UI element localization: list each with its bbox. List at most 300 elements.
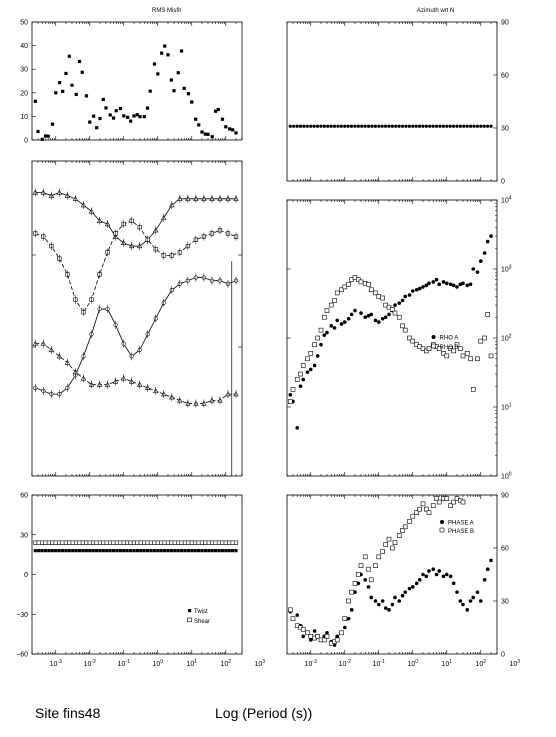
rho-b-point (401, 324, 405, 328)
phase-b-point (335, 638, 339, 642)
azimuth-point (309, 125, 312, 128)
rho-b-point (335, 291, 339, 295)
rho-a-point (374, 319, 378, 323)
shear-point (136, 541, 140, 545)
twist-point (58, 549, 61, 552)
azimuth-point (387, 125, 390, 128)
rms-point (102, 98, 105, 101)
azimuth-point (425, 125, 428, 128)
twist-point (221, 549, 224, 552)
twist-point (228, 549, 231, 552)
phase-b-point (397, 534, 401, 538)
twist-point (139, 549, 142, 552)
azimuth-point (462, 125, 465, 128)
rms-point (119, 107, 122, 110)
twist-point (204, 549, 207, 552)
rho-a-point (325, 331, 329, 335)
shear-point (102, 541, 106, 545)
rms-point (36, 130, 39, 133)
phase-legend-label-a: PHASE A (448, 520, 474, 527)
shear-point (64, 541, 68, 545)
tensor-line (35, 278, 236, 395)
shear-point (132, 541, 136, 545)
azimuth-panel (287, 22, 497, 181)
twist-point (160, 549, 163, 552)
twist-shear-y-tick-label: 60 (20, 492, 28, 500)
azimuth-point (455, 125, 458, 128)
shear-point (85, 541, 89, 545)
azimuth-point (404, 125, 407, 128)
twist-point (207, 549, 210, 552)
rho-b-point (325, 309, 329, 313)
rho-a-point (329, 324, 333, 328)
rho-a-point (445, 282, 449, 286)
phase-b-point (350, 590, 354, 594)
rho-a-point (486, 240, 490, 244)
phase-a-point (486, 567, 490, 571)
x-tick-label: $10^1$ (441, 659, 453, 668)
rms-point (81, 71, 84, 74)
shear-point (112, 541, 116, 545)
shear-point (231, 541, 235, 545)
phase-y-tick-label: 90 (501, 492, 509, 500)
phase-a-point (377, 603, 381, 607)
phase-b-point (393, 541, 397, 545)
shear-point (227, 541, 231, 545)
azimuth-point (476, 125, 479, 128)
rho-b-point (305, 357, 309, 361)
rho-b-point (299, 372, 303, 376)
twist-shear-y-tick-label: 0 (24, 572, 28, 579)
azimuth-point (313, 125, 316, 128)
azimuth-point (438, 125, 441, 128)
twist-point (119, 549, 122, 552)
rms-point (126, 116, 129, 119)
shear-point (54, 541, 58, 545)
rho-legend-marker-a (432, 335, 436, 339)
rho-a-point (421, 285, 425, 289)
phase-a-point (476, 590, 480, 594)
shear-point (173, 541, 177, 545)
twist-point (187, 549, 190, 552)
azimuth-point (435, 125, 438, 128)
rho-a-point (343, 320, 347, 324)
rho-a-point (408, 293, 412, 297)
rho-b-point (393, 311, 397, 315)
twist-point (149, 549, 152, 552)
phase-a-point (411, 585, 415, 589)
rho-b-point (458, 347, 462, 351)
rho-a-point (322, 333, 326, 337)
rho-b-point (489, 354, 493, 358)
rho-a-point (381, 317, 385, 321)
twist-point (37, 549, 40, 552)
azimuth-point (489, 125, 492, 128)
rho-a-point (299, 384, 303, 388)
azimuth-point (408, 125, 411, 128)
twist-point (180, 549, 183, 552)
azimuth-point (289, 125, 292, 128)
azimuth-point (364, 125, 367, 128)
rms-point (190, 100, 193, 103)
phase-a-point (363, 578, 367, 582)
rms-point (64, 72, 67, 75)
tensor-panel (32, 161, 242, 476)
rho-a-point (369, 313, 373, 317)
twist-point (173, 549, 176, 552)
rms-point (187, 92, 190, 95)
phase-a-point (369, 596, 373, 600)
phase-b-point (381, 550, 385, 554)
shear-point (125, 541, 129, 545)
rms-point (70, 84, 73, 87)
twist-point (214, 549, 217, 552)
phase-a-point (374, 599, 378, 603)
rho-legend-marker-b (432, 344, 436, 348)
phase-b-point (369, 578, 373, 582)
twist-point (156, 549, 159, 552)
rms-point (228, 127, 231, 130)
rms-y-tick-label: 10 (20, 113, 28, 121)
rho-b-point (381, 296, 385, 300)
azimuth-point (299, 125, 302, 128)
twist-point (68, 549, 71, 552)
x-tick-label: $10^3$ (254, 659, 266, 668)
azimuth-point (418, 125, 421, 128)
twist-point (136, 549, 139, 552)
rms-point (194, 118, 197, 121)
rho-b-point (343, 285, 347, 289)
phase-b-point (418, 507, 422, 511)
phase-a-point (343, 626, 347, 630)
rho-a-point (359, 311, 363, 315)
shear-point (61, 541, 65, 545)
rho-b-point (295, 378, 299, 382)
x-tick-label: $10^{-2}$ (338, 659, 351, 668)
rms-point (58, 81, 61, 84)
rho-a-point (435, 278, 439, 282)
rms-point (231, 128, 234, 131)
phase-b-point (363, 555, 367, 559)
rho-a-point (387, 313, 391, 317)
rho-a-point (465, 284, 469, 288)
rms-point (180, 49, 183, 52)
rho-b-point (359, 280, 363, 284)
twist-point (98, 549, 101, 552)
phase-b-point (421, 502, 425, 506)
rho-b-point (479, 339, 483, 343)
twist-point (115, 549, 118, 552)
rho-a-point (469, 283, 473, 287)
rho-b-point (319, 328, 323, 332)
azimuth-point (449, 125, 452, 128)
shear-point (68, 541, 72, 545)
rho-b-point (486, 312, 490, 316)
rms-point (156, 72, 159, 75)
shear-point (149, 541, 153, 545)
rms-y-tick-label: 30 (20, 66, 28, 74)
twist-point (105, 549, 108, 552)
azimuth-point (384, 125, 387, 128)
azimuth-point (374, 125, 377, 128)
phase-a-point (445, 573, 449, 577)
rho-a-point (403, 295, 407, 299)
phase-b-point (461, 500, 465, 504)
twist-point (132, 549, 135, 552)
azimuth-point (421, 125, 424, 128)
x-tick-label: $10^{-2}$ (83, 659, 96, 668)
rho-a-point (427, 282, 431, 286)
azimuth-point (479, 125, 482, 128)
azimuth-point (483, 125, 486, 128)
x-tick-label: $10^{-3}$ (304, 659, 317, 668)
shear-point (98, 541, 102, 545)
rho-y-tick-label: $10^2$ (501, 333, 512, 343)
rho-b-point (301, 363, 305, 367)
rms-point (85, 94, 88, 97)
shear-point (234, 541, 238, 545)
twist-point (88, 549, 91, 552)
azimuth-point (340, 125, 343, 128)
phase-a-point (471, 596, 475, 600)
rms-point (47, 135, 50, 138)
rms-point (211, 135, 214, 138)
rms-point (224, 125, 227, 128)
shear-point (163, 541, 167, 545)
shear-point (33, 541, 37, 545)
twist-point (109, 549, 112, 552)
rho-y-tick-label: $10^3$ (501, 264, 512, 274)
rho-b-point (461, 354, 465, 358)
phase-y-tick-label: 30 (501, 598, 509, 606)
rms-point (200, 130, 203, 133)
shear-legend-marker (188, 618, 192, 622)
rms-y-tick-label: 20 (20, 90, 28, 98)
phase-b-point (301, 627, 305, 631)
azimuth-point (292, 125, 295, 128)
phase-y-tick-label: 60 (501, 545, 509, 553)
rms-point (78, 60, 81, 63)
shear-point (57, 541, 61, 545)
rho-b-point (369, 288, 373, 292)
shear-point (210, 541, 214, 545)
shear-point (71, 541, 75, 545)
rms-point (217, 108, 220, 111)
twist-point (102, 549, 105, 552)
twist-point (200, 549, 203, 552)
rho-b-point (322, 315, 326, 319)
shear-point (170, 541, 174, 545)
phase-b-point (390, 546, 394, 550)
twist-point (40, 549, 43, 552)
phase-b-point (356, 573, 360, 577)
phase-a-point (435, 573, 439, 577)
phase-a-point (442, 574, 446, 578)
twist-shear-y-tick-label: 30 (20, 532, 28, 540)
shear-point (122, 541, 126, 545)
shear-point (81, 541, 85, 545)
phase-b-point (343, 617, 347, 621)
phase-b-point (407, 520, 411, 524)
rho-a-point (449, 283, 453, 287)
rho-a-point (335, 319, 339, 323)
rho-b-point (403, 328, 407, 332)
rms-point (75, 93, 78, 96)
phase-a-point (465, 608, 469, 612)
phase-a-point (449, 574, 453, 578)
twist-shear-y-tick-label: −30 (16, 611, 28, 619)
rms-title: RMS Misfit (152, 8, 181, 14)
rho-a-point (340, 322, 344, 326)
rho-a-point (479, 259, 483, 263)
phase-a-point (421, 573, 425, 577)
azimuth-point (319, 125, 322, 128)
azimuth-point (415, 125, 418, 128)
twist-point (112, 549, 115, 552)
twist-point (85, 549, 88, 552)
rho-a-point (455, 285, 459, 289)
rho-b-point (483, 336, 487, 340)
shear-point (129, 541, 133, 545)
twist-point (78, 549, 81, 552)
twist-point (122, 549, 125, 552)
phase-a-point (393, 596, 397, 600)
twist-legend-label: Twist (194, 609, 208, 615)
shear-point (204, 541, 208, 545)
phase-b-point (309, 634, 313, 638)
azimuth-point (370, 125, 373, 128)
rho-b-point (367, 282, 371, 286)
twist-shear-panel (32, 495, 242, 654)
azimuth-point (360, 125, 363, 128)
rho-a-point (397, 301, 401, 305)
rho-b-point (475, 357, 479, 361)
phase-a-point (401, 594, 405, 598)
twist-point (234, 549, 237, 552)
rho-b-point (465, 351, 469, 355)
shear-point (217, 541, 221, 545)
rms-y-tick-label: 0 (24, 137, 28, 145)
azimuth-y-tick-label: 30 (501, 125, 509, 133)
rho-a-point (363, 315, 367, 319)
twist-point (211, 549, 214, 552)
phase-a-point (347, 617, 351, 621)
rho-a-point (418, 287, 422, 291)
rms-point (54, 91, 57, 94)
twist-point (44, 549, 47, 552)
twist-point (153, 549, 156, 552)
twist-point (54, 549, 57, 552)
rho-a-point (295, 426, 299, 430)
rho-a-point (377, 320, 381, 324)
shear-point (166, 541, 170, 545)
phase-a-point (425, 574, 429, 578)
phase-legend-marker-b (440, 528, 444, 532)
phase-a-point (418, 578, 422, 582)
azimuth-point (302, 125, 305, 128)
rms-point (149, 90, 152, 93)
azimuth-point (394, 125, 397, 128)
azimuth-point (326, 125, 329, 128)
rho-a-point (301, 378, 305, 382)
shear-point (91, 541, 95, 545)
x-tick-label: $10^{-1}$ (117, 659, 130, 668)
twist-point (224, 549, 227, 552)
x-tick-label: $10^{-3}$ (49, 659, 62, 668)
azimuth-point (445, 125, 448, 128)
shear-point (37, 541, 41, 545)
rms-point (115, 109, 118, 112)
twist-point (183, 549, 186, 552)
azimuth-y-tick-label: 0 (501, 178, 505, 186)
shear-point (156, 541, 160, 545)
azimuth-point (333, 125, 336, 128)
shear-point (119, 541, 123, 545)
phase-a-point (350, 608, 354, 612)
azimuth-y-tick-label: 90 (501, 19, 509, 27)
azimuth-point (452, 125, 455, 128)
twist-point (61, 549, 64, 552)
rms-point (221, 118, 224, 121)
x-tick-label: $10^3$ (509, 659, 521, 668)
phase-b-point (353, 581, 357, 585)
phase-b-point (288, 608, 292, 612)
shear-point (153, 541, 157, 545)
rms-point (109, 113, 112, 116)
rho-a-point (347, 317, 351, 321)
phase-a-point (295, 613, 299, 617)
twist-point (71, 549, 74, 552)
phase-b-point (377, 555, 381, 559)
x-axis-label: Log (Period (s)) (215, 705, 313, 721)
phase-a-point (489, 559, 493, 563)
shear-point (88, 541, 92, 545)
x-tick-label: $10^0$ (407, 659, 419, 668)
twist-point (190, 549, 193, 552)
phase-legend-marker-a (440, 520, 444, 524)
rms-point (104, 106, 107, 109)
rho-b-point (333, 298, 337, 302)
rms-point (138, 115, 141, 118)
phase-a-point (403, 590, 407, 594)
rho-b-point (471, 387, 475, 391)
azimuth-point (353, 125, 356, 128)
rms-point (172, 89, 175, 92)
rms-point (143, 115, 146, 118)
twist-point (166, 549, 169, 552)
rho-b-point (288, 400, 292, 404)
rms-point (132, 114, 135, 117)
twist-point (75, 549, 78, 552)
azimuth-point (306, 125, 309, 128)
rho-a-point (393, 303, 397, 307)
rho-a-point (489, 234, 493, 238)
phase-a-point (455, 590, 459, 594)
azimuth-point (466, 125, 469, 128)
rms-point (160, 52, 163, 55)
azimuth-point (343, 125, 346, 128)
rms-point (61, 90, 64, 93)
rho-a-point (353, 309, 357, 313)
shear-point (47, 541, 51, 545)
shear-point (108, 541, 112, 545)
rho-y-tick-label: $10^1$ (501, 402, 512, 412)
shear-point (176, 541, 180, 545)
phase-b-point (384, 542, 388, 546)
phase-a-point (469, 599, 473, 603)
shear-legend-label: Shear (194, 619, 211, 625)
phase-a-point (427, 569, 431, 573)
